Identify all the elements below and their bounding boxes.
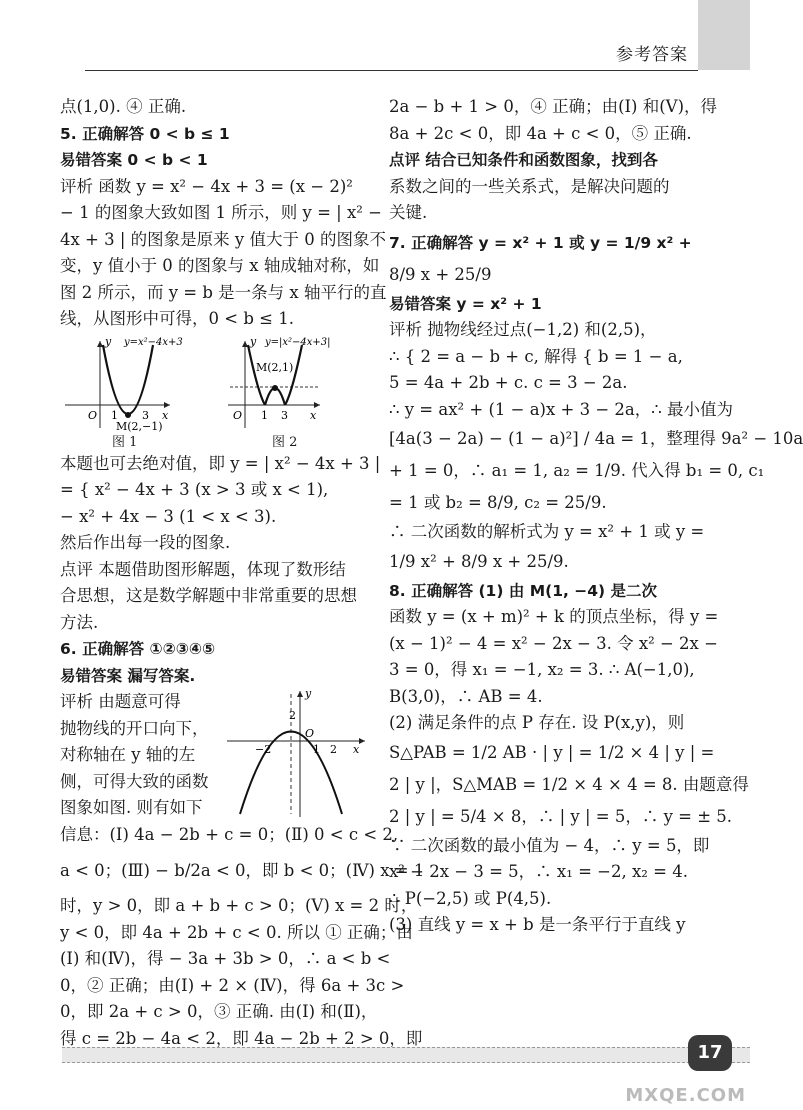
q6-analysis-block xyxy=(60,689,380,822)
right-column xyxy=(389,94,803,939)
fig1-tick-3: 3 xyxy=(142,408,149,422)
text-line: 0，即 2a + c > 0，③ 正确. 由(Ⅰ) 和(Ⅱ)， xyxy=(60,1002,378,1021)
text-line: 7. 正确解答 y = x² + 1 或 y = 1/9 x² + xyxy=(389,233,692,252)
fig2-point-m: M(2,1) xyxy=(256,360,294,374)
fig2-tick-1: 1 xyxy=(261,408,268,422)
text-line: 点(1,0). ④ 正确. xyxy=(60,97,187,116)
text-line: 5. 正确解答 0 < b ≤ 1 xyxy=(60,124,230,143)
text-line: a < 0；(Ⅲ) − b/2a < 0，即 b < 0；(Ⅳ) x = 1 xyxy=(60,861,425,880)
text-line: S△PAB = 1/2 AB · | y | = 1/2 × 4 | y | = xyxy=(389,742,715,762)
header-corner-block xyxy=(698,0,750,70)
fig3-y-label: y xyxy=(305,687,312,700)
text-line: (x − 1)² − 4 = x² − 2x − 3. 令 x² − 2x − xyxy=(389,633,718,653)
text-line: 5 = 4a + 2b + c. c = 3 − 2a. xyxy=(389,373,628,392)
text-line: 易错答案 漏写答案. xyxy=(60,666,196,685)
text-line: 变，y 值小于 0 的图象与 x 轴成轴对称，如 xyxy=(60,256,380,275)
text-line: 0，② 正确；由(Ⅰ) + 2 × (Ⅳ)，得 6a + 3c > xyxy=(60,975,405,995)
fig3-origin: O xyxy=(305,727,315,740)
footer-strip xyxy=(62,1047,750,1063)
watermark: MXQE.COM xyxy=(625,1085,746,1106)
text-line: x² − 2x − 3 = 5，∴ x₁ = −2, x₂ = 4. xyxy=(389,862,688,881)
text-line: 点评 本题借助图形解题，体现了数形结 xyxy=(60,559,346,579)
fig2-y-label: y xyxy=(250,334,257,348)
text-line: 评析 由题意可得 xyxy=(60,692,181,711)
fig1-x-label: x xyxy=(162,408,169,422)
text-line: ∵ 二次函数的最小值为 − 4，∴ y = 5，即 xyxy=(389,835,710,855)
text-line: 方法. xyxy=(60,612,99,632)
text-line: 合思想，这是数学解题中非常重要的思想 xyxy=(60,586,357,605)
text-line: 对称轴在 y 轴的左 xyxy=(60,745,196,764)
text-line: 6. 正确解答 ①②③④⑤ xyxy=(60,640,216,658)
text-line: 线，从图形中可得，0 < b ≤ 1. xyxy=(60,309,294,328)
text-line: 3 = 0，得 x₁ = −1, x₂ = 3. ∴ A(−1,0), xyxy=(389,660,695,679)
header-rule xyxy=(85,70,698,71)
fig3-tick-neg2: −2 xyxy=(255,743,272,756)
text-line: 图象如图. 则有如下 xyxy=(60,798,203,817)
text-line: 系数之间的一些关系式，是解决问题的 xyxy=(389,176,670,196)
text-line: (Ⅰ) 和(Ⅳ)，得 − 3a + 3b > 0，∴ a < b < xyxy=(60,949,391,968)
text-line: = { x² − 4x + 3 (x > 3 或 x < 1), xyxy=(60,480,329,499)
figure-3 xyxy=(225,689,375,819)
text-line: ∴ { 2 = a − b + c, 解得 { b = 1 − a, xyxy=(389,346,683,366)
fig2-caption: 图 2 xyxy=(272,434,298,450)
text-line: 1/9 x² + 8/9 x + 25/9. xyxy=(389,551,569,571)
fig3-x-label: x xyxy=(353,743,360,756)
fig1-equation: y=x²−4x+3 xyxy=(124,336,183,348)
text-line: 评析 函数 y = x² − 4x + 3 = (x − 2)² xyxy=(60,176,353,196)
figure-1 xyxy=(60,333,380,431)
text-line: 易错答案 y = x² + 1 xyxy=(389,294,542,313)
text-line: 本题也可去绝对值，即 y = | x² − 4x + 3 | xyxy=(60,453,381,473)
text-line: 得 c = 2b − 4a < 2，即 4a − 2b + 2 > 0，即 xyxy=(60,1028,423,1048)
text-line: 时，y > 0，即 a + b + c > 0；(Ⅴ) x = 2 时， xyxy=(60,896,418,915)
text-line: 2a − b + 1 > 0，④ 正确；由(Ⅰ) 和(Ⅴ)，得 xyxy=(389,97,718,116)
text-line: 2 | y | = 5/4 × 8，∴ | y | = 5，∴ y = ± 5. xyxy=(389,806,733,826)
text-line: + 1 = 0，∴ a₁ = 1, a₂ = 1/9. 代入得 b₁ = 0, c₁ xyxy=(389,461,765,480)
text-line: 关键. xyxy=(389,203,428,222)
text-line: 然后作出每一段的图象. xyxy=(60,533,231,552)
text-line: 抛物线的开口向下， xyxy=(60,718,209,738)
fig1-point-m: M(2,−1) xyxy=(116,419,163,433)
text-line: − 1 的图象大致如图 1 所示，则 y = | x² − xyxy=(60,203,382,222)
text-line: 信息：(Ⅰ) 4a − 2b + c = 0；(Ⅱ) 0 < c < 2, xyxy=(60,824,399,844)
text-line: 易错答案 0 < b < 1 xyxy=(60,151,208,169)
text-line: 点评 结合已知条件和函数图象，找到各 xyxy=(389,151,658,169)
header-title: 参考答案 xyxy=(616,45,688,65)
fig3-tick-1: 1 xyxy=(313,743,320,756)
text-line: [4a(3 − 2a) − (1 − a)²] / 4a = 1，整理得 9a² − 10a xyxy=(389,429,803,448)
text-line: = 1 或 b₂ = 8/9, c₂ = 25/9. xyxy=(389,493,607,512)
page-number: 17 xyxy=(688,1035,732,1071)
fig3-tick-y2: 2 xyxy=(289,709,296,722)
text-line: ∴ 二次函数的解析式为 y = x² + 1 或 y = xyxy=(389,522,705,541)
fig2-origin: O xyxy=(233,408,243,422)
fig1-tick-1: 1 xyxy=(111,408,118,422)
fig2-equation: y=|x²−4x+3| xyxy=(265,336,331,348)
text-line: 8. 正确解答 (1) 由 M(1, −4) 是二次 xyxy=(389,581,658,600)
text-line: ∴ y = ax² + (1 − a)x + 3 − 2a，∴ 最小值为 xyxy=(389,399,733,419)
text-line: 8/9 x + 25/9 xyxy=(389,264,492,284)
text-line: 函数 y = (x + m)² + k 的顶点坐标，得 y = xyxy=(389,607,719,626)
text-line: 侧，可得大致的函数 xyxy=(60,771,209,791)
text-line: 图 2 所示，而 y = b 是一条与 x 轴平行的直 xyxy=(60,282,387,302)
text-line: (2) 满足条件的点 P 存在. 设 P(x,y)，则 xyxy=(389,713,685,732)
fig2-x-label: x xyxy=(310,408,317,422)
text-line: − x² + 4x − 3 (1 < x < 3). xyxy=(60,506,277,526)
text-line: 8a + 2c < 0，即 4a + c < 0，⑤ 正确. xyxy=(389,123,692,143)
text-line: y < 0，即 4a + 2b + c < 0. 所以 ① 正确；由 xyxy=(60,922,413,942)
text-line: B(3,0)，∴ AB = 4. xyxy=(389,686,543,706)
figures-row xyxy=(60,333,380,451)
text-line: 4x + 3 | 的图象是原来 y 值大于 0 的图象不 xyxy=(60,229,386,249)
fig1-origin: O xyxy=(88,408,98,422)
text-line: 评析 抛物线经过点(−1,2) 和(2,5)， xyxy=(389,320,657,339)
fig1-caption: 图 1 xyxy=(112,434,138,450)
fig3-tick-2: 2 xyxy=(330,743,337,756)
text-line: (3) 直线 y = x + b 是一条平行于直线 y xyxy=(389,915,686,934)
text-line: 2 | y |，S△MAB = 1/2 × 4 × 4 = 8. 由题意得 xyxy=(389,774,749,794)
text-line: ∴ P(−2,5) 或 P(4,5). xyxy=(389,888,552,908)
fig2-tick-3: 3 xyxy=(281,408,288,422)
fig1-y-label: y xyxy=(105,334,112,348)
